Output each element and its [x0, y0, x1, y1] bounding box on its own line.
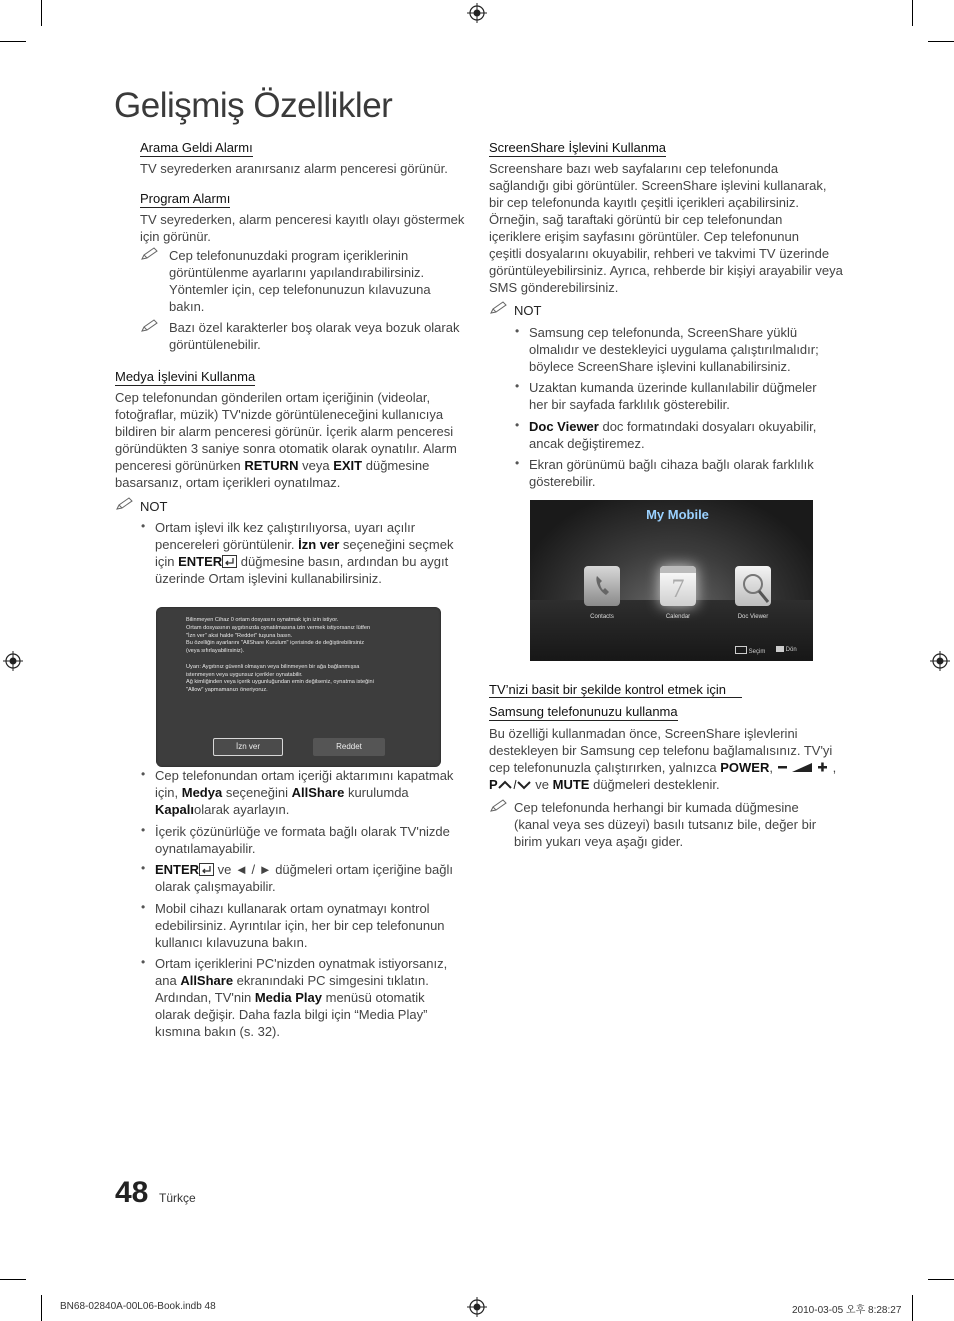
bullet-line: ancak değiştiremez.: [529, 436, 645, 451]
section-heading-program-alarm: Program Alarmı: [140, 191, 231, 206]
deny-button[interactable]: Reddet: [313, 738, 385, 756]
calendar-icon[interactable]: [660, 566, 696, 606]
bullet-line: olmalıdır ve destekleyici uygulama çalıştırılmalıdır;: [529, 342, 819, 357]
note-line: Cep telefonunuzdaki program içeriklerinin: [169, 248, 409, 263]
registration-mark-icon: [930, 651, 950, 671]
note-pencil-icon: [489, 799, 509, 813]
allow-button[interactable]: İzn ver: [213, 738, 283, 756]
note-line: Cep telefonunda herhangi bir kumada düğmesine: [514, 800, 799, 815]
registration-mark-icon: [3, 651, 23, 671]
contacts-label: Contacts: [590, 614, 614, 620]
note-pencil-icon: [489, 301, 509, 315]
page-number: 48: [115, 1176, 149, 1209]
bullet-line: olarak çalışmayabilir.: [155, 879, 276, 894]
note-line: (kanal veya ses düzeyi) basılı tutsanız bile, değer bir: [514, 817, 817, 832]
bullet-line: Ekran görünümü bağlı cihaza bağlı olarak farklılık: [529, 457, 814, 472]
paragraph-line: cep telefonunuzla çalıştırırken, yalnızca POWER, ,: [489, 760, 837, 775]
doc-viewer-label: Doc Viewer: [737, 614, 769, 620]
bullet-line: için ENTER düğmesine basın, ardından bu aygıt: [155, 554, 449, 569]
screen-title: My Mobile: [646, 507, 709, 522]
note-line: Yöntemler için, cep telefonunuzun kılavuzuna: [169, 282, 431, 297]
bullet-line: Ortam içeriklerini PC'nizden oynatmak istiyorsanız,: [155, 956, 448, 971]
note-line: bakın.: [169, 299, 205, 314]
bullet-line: pencereleri görüntülenir. İzn ver seçeneğini seçmek: [155, 537, 454, 552]
bullet-dot: •: [141, 767, 146, 781]
enter-key-icon: [735, 646, 747, 654]
crop-mark: [928, 1279, 954, 1280]
paragraph-line: sağlandığı gibi görüntüler. ScreenShare işlevini kullanarak,: [489, 178, 827, 193]
bullet-dot: •: [515, 324, 520, 338]
note-label: NOT: [140, 499, 168, 514]
bullet-line: İçerik çözünürlüğe ve formata bağlı olarak TV'nizde: [155, 824, 450, 839]
crop-mark: [912, 0, 913, 26]
bullet-line: Doc Viewer doc formatındaki dosyaları okuyabilir,: [529, 419, 817, 434]
paragraph-line: P ve MUTE düğmeleri desteklenir.: [489, 777, 720, 792]
note-line: Bazı özel karakterler boş olarak veya bozuk olarak: [169, 320, 460, 335]
paragraph: TV seyrederken aranırsanız alarm penceresi görünür.: [140, 161, 448, 176]
bullet-line: üzerinde Ortam işlevini kullanabilirsiniz.: [155, 571, 382, 586]
bullet-dot: •: [141, 519, 146, 533]
bullet-line: Mobil cihazı kullanarak ortam oynatmayı kontrol: [155, 901, 430, 916]
volume-buttons-icon: [777, 761, 833, 773]
note-line: görüntülenebilir.: [169, 337, 261, 352]
calendar-day: 7: [671, 574, 685, 603]
bullet-dot: •: [141, 955, 146, 969]
section-heading-screenshare: ScreenShare İşlevini Kullanma: [489, 140, 667, 155]
bullet-line: kullanıcı kılavuzuna bakın.: [155, 935, 308, 950]
calendar-label: Calendar: [665, 614, 691, 620]
section-heading-call-alarm: Arama Geldi Alarmı: [140, 140, 253, 155]
note-label: NOT: [514, 303, 542, 318]
bullet-dot: •: [515, 379, 520, 393]
bullet-line: böylece ScreenShare işlevini kullanabilirsiniz.: [529, 359, 791, 374]
paragraph-line: içeriklere erişim sayfasını görüntüler. Cep telefonunun: [489, 229, 799, 244]
paragraph-line: SMS gönderebilirsiniz.: [489, 280, 619, 295]
paragraph-line: Screenshare bazı web sayfalarını cep telefonunda: [489, 161, 779, 176]
registration-mark-icon: [467, 1297, 487, 1317]
page-language: Türkçe: [159, 1191, 196, 1205]
heading-underline: [489, 697, 742, 698]
crop-mark: [0, 1279, 26, 1280]
channel-up-down-icon: [498, 779, 532, 790]
calendar-header: [660, 566, 696, 573]
print-file-info: BN68-02840A-00L06-Book.indb 48: [60, 1301, 216, 1312]
bullet-line: her bir sayfada farklılık gösterebilir.: [529, 397, 730, 412]
doc-viewer-icon[interactable]: [735, 566, 771, 606]
bullet-line: oynatılamayabilir.: [155, 841, 256, 856]
bullet-line: kısmına bakın (s. 32).: [155, 1024, 280, 1039]
bullet-line: Samsung cep telefonunda, ScreenShare yüklü: [529, 325, 798, 340]
select-hint: Seçim: [735, 646, 765, 655]
bullet-dot: •: [515, 418, 520, 432]
crop-mark: [41, 0, 42, 26]
paragraph-line: penceresi görünürken RETURN veya EXIT düğmesine: [115, 458, 430, 473]
crop-mark: [928, 41, 954, 42]
bullet-dot: •: [141, 900, 146, 914]
back-hint: Dön: [776, 646, 797, 653]
paragraph-line: göründükten 3 saniye sonra otomatik olarak oynatılır. Alarm: [115, 441, 457, 456]
contacts-icon[interactable]: [584, 566, 620, 606]
note-line: görüntülenme ayarlarını yapılandırabilirsiniz.: [169, 265, 425, 280]
bullet-line: ana AllShare ekranındaki PC simgesini tıklatın.: [155, 973, 429, 988]
paragraph-line: basarsanız, ortam içerikleri oynatılmaz.: [115, 475, 341, 490]
section-heading-control-tv: TV’nizi basit bir şekilde kontrol etmek için: [489, 682, 726, 697]
bullet-line: Cep telefonundan ortam içeriği aktarımını kapatmak: [155, 768, 454, 783]
paragraph-line: görüntüleyebilirsiniz. Ayrıca, rehberde bir kişiyi arayabilir veya: [489, 263, 843, 278]
media-permission-dialog: [156, 607, 441, 767]
paragraph-line: bildiren bir alarm penceresi görünür. İçerik alarm penceresi: [115, 424, 454, 439]
screen-floor: [530, 600, 813, 661]
bullet-line: Ortam işlevi ilk kez çalıştırılıyorsa, uyarı açılır: [155, 520, 416, 535]
section-heading-media-function: Medya İşlevini Kullanma: [115, 369, 256, 384]
bullet-line: gösterebilir.: [529, 474, 596, 489]
bullet-dot: •: [141, 861, 146, 875]
bullet-line: Uzaktan kumanda üzerinde kullanılabilir düğmeler: [529, 380, 817, 395]
crop-mark: [41, 1295, 42, 1321]
bullet-line: Ardından, TV'nin Media Play menüsü otomatik: [155, 990, 425, 1005]
bullet-line: Kapalıolarak ayarlayın.: [155, 802, 290, 817]
crop-mark: [912, 1295, 913, 1321]
paragraph-line: için görünür.: [140, 229, 211, 244]
enter-key-icon: [199, 863, 214, 876]
phone-handset-icon: [584, 566, 620, 606]
bullet-line: edebilirsiniz. Ayrıntılar için, her bir cep telefonunun: [155, 918, 445, 933]
paragraph-line: destekleyen bir Samsung cep telefonu bağlamalısınız. TV'yi: [489, 743, 833, 758]
section-heading-samsung-phone: Samsung telefonunuzu kullanma: [489, 704, 678, 719]
paragraph-line: fotoğraflar, müzik) TV'nizde görüntüleneceğini kullanıcıya: [115, 407, 444, 422]
note-pencil-icon: [140, 247, 160, 261]
paragraph-line: Cep telefonundan gönderilen ortam içeriğinin (videolar,: [115, 390, 431, 405]
paragraph-line: çeşitli dosyalarını okuyabilir, rehberi ve takvimi TV üzerinde: [489, 246, 830, 261]
bullet-line: ENTER ve ◄ / ► düğmeleri ortam içeriğine bağlı: [155, 862, 453, 877]
registration-mark-icon: [467, 3, 487, 23]
page-title: Gelişmiş Özellikler: [114, 86, 393, 125]
paragraph-line: bir cep telefonunda kayıtlı çeşitli içerikleri açabilirsiniz.: [489, 195, 799, 210]
paragraph-line: TV seyrederken, alarm penceresi kayıtlı olayı göstermek: [140, 212, 465, 227]
return-key-icon: [776, 646, 784, 652]
enter-key-icon: [222, 555, 237, 568]
print-timestamp: 2010-03-05 오후 8:28:27: [792, 1305, 902, 1316]
paragraph-line: Örneğin, sağ taraftaki görüntü bir cep telefonundan: [489, 212, 783, 227]
my-mobile-screen: [530, 500, 813, 661]
magnifier-icon: [735, 566, 771, 606]
bullet-line: için, Medya seçeneğini AllShare kurulumda: [155, 785, 409, 800]
bullet-dot: •: [515, 456, 520, 470]
paragraph-line: Bu özelliği kullanmadan önce, ScreenShare işlevlerini: [489, 726, 798, 741]
note-pencil-icon: [115, 497, 135, 511]
crop-mark: [0, 41, 26, 42]
note-line: birim yukarı veya aşağı gider.: [514, 834, 684, 849]
dialog-message: Bilinmeyen Cihaz 0 ortam dosyasını oynatmak için izin istiyor. Ortam dosyasının aygıtınızda oynatılmasına izin vermek istiyorsanız lütfen "İzn ver" aksi halde "Reddet" tuşuna basın. Bu özelliğin ayarlarını "AllShare Kurulum" içerisinde de değiştirebilirsiniz (veya sıfırlayabilirsiniz). Uyarı: Aygıtınız güvenli olmayan veya bilinmeyen bir ağa bağlanmışsa istenmeyen veya uygunsuz içerikler oynatabilir. Ağ kimliğinden veya içerik uygunluğundan emin değilseniz, oynatma isteğini "Allow" yapmamanızı öneriyoruz.: [186, 617, 374, 694]
bullet-line: olarak değişir. Daha fazla bilgi için “Media Play”: [155, 1007, 428, 1022]
bullet-dot: •: [141, 823, 146, 837]
note-pencil-icon: [140, 319, 160, 333]
